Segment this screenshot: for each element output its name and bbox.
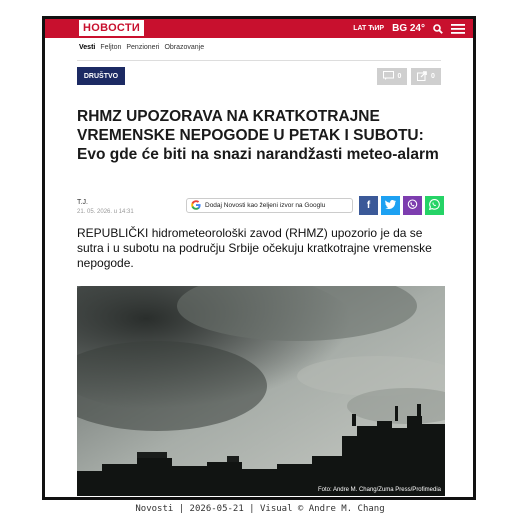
share-buttons: [359, 196, 444, 215]
facebook-icon: f: [366, 200, 371, 211]
section-nav: [79, 44, 204, 51]
nav-item-penzioneri[interactable]: Penzioneri: [126, 44, 160, 51]
facebook-share-button[interactable]: [359, 196, 378, 215]
share-icon: [417, 71, 427, 83]
whatsapp-icon: [429, 199, 440, 213]
storm-clouds-photo: [77, 286, 445, 496]
google-icon: [191, 200, 201, 212]
twitter-icon: [385, 200, 396, 212]
category-badge[interactable]: DRUŠTVO: [77, 67, 125, 85]
article-lead: REPUBLIČKI hidrometeorološki zavod (RHMZ) upozorio je da se sutra i u subotu na području Srbije očekuju kratkotrajne vremenske nepogode.: [77, 226, 432, 270]
article-counters: [377, 68, 441, 85]
comments-count: 0: [397, 73, 402, 80]
shares-count: 0: [431, 73, 435, 80]
article-headline: RHMZ UPOZORAVA NA KRATKOTRAJNE VREMENSKE NEPOGODE U PETAK I SUBOTU: Evo gde će biti na snazi narandžasti meteo-alarm: [77, 108, 439, 163]
weather-widget[interactable]: BG 24°: [392, 23, 425, 34]
google-preferred-source-button[interactable]: [186, 198, 353, 213]
nav-item-feljton[interactable]: Feljton: [100, 44, 122, 51]
top-bar: [45, 19, 473, 38]
share-button[interactable]: [411, 68, 441, 85]
article-page: [45, 19, 473, 497]
twitter-share-button[interactable]: [381, 196, 400, 215]
nav-item-vesti[interactable]: Vesti: [79, 44, 96, 51]
viber-share-button[interactable]: [403, 196, 422, 215]
nav-divider: [77, 60, 441, 61]
article-author: T.J.: [77, 199, 88, 206]
article-photo[interactable]: [77, 286, 445, 496]
site-logo[interactable]: НОВОСТИ: [79, 20, 144, 36]
photo-credit: Foto: Andre M. Chang/Zuma Press/Profimedia: [317, 487, 441, 493]
script-toggle[interactable]: LAT ЋИР: [353, 25, 385, 32]
top-bar-right: [353, 19, 465, 38]
comment-icon: [383, 71, 394, 82]
whatsapp-share-button[interactable]: [425, 196, 444, 215]
comments-button[interactable]: [377, 68, 407, 85]
search-icon[interactable]: [433, 24, 443, 34]
viber-icon: [407, 199, 418, 213]
menu-icon[interactable]: [451, 24, 465, 34]
nav-item-obrazovanje[interactable]: Obrazovanje: [164, 44, 205, 51]
screenshot-frame: [42, 16, 476, 500]
article-date: 21. 05. 2026. u 14:31: [77, 209, 134, 215]
image-caption: Novosti | 2026-05-21 | Visual © Andre M. Chang: [135, 504, 385, 514]
google-button-label: Dodaj Novosti kao željeni izvor na Googlu: [205, 202, 326, 209]
